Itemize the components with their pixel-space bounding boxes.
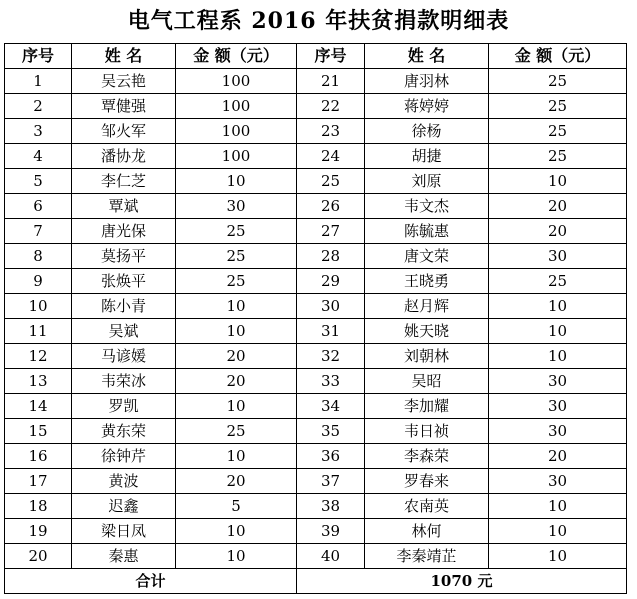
amount-cell: 10: [176, 544, 297, 569]
seq-cell: 27: [297, 219, 365, 244]
amount-cell: 30: [489, 244, 627, 269]
name-cell: 林何: [365, 519, 489, 544]
name-cell: 韦荣冰: [72, 369, 176, 394]
seq-cell: 40: [297, 544, 365, 569]
header-amount: 金 额（元）: [176, 44, 297, 69]
table-row: [5, 544, 627, 569]
seq-cell: 35: [297, 419, 365, 444]
name-cell: 蒋婷婷: [365, 94, 489, 119]
seq-cell: 29: [297, 269, 365, 294]
table-row: [5, 169, 627, 194]
seq-cell: 1: [5, 69, 72, 94]
seq-cell: 34: [297, 394, 365, 419]
amount-cell: 25: [489, 94, 627, 119]
amount-cell: 10: [489, 294, 627, 319]
amount-cell: 5: [176, 494, 297, 519]
seq-cell: 8: [5, 244, 72, 269]
total-row: [5, 569, 627, 594]
name-cell: 潘协龙: [72, 144, 176, 169]
amount-cell: 100: [176, 69, 297, 94]
seq-cell: 4: [5, 144, 72, 169]
name-cell: 徐杨: [365, 119, 489, 144]
table-row: [5, 319, 627, 344]
name-cell: 李加耀: [365, 394, 489, 419]
name-cell: 陈毓惠: [365, 219, 489, 244]
name-cell: 农南英: [365, 494, 489, 519]
name-cell: 梁日凤: [72, 519, 176, 544]
name-cell: 陈小青: [72, 294, 176, 319]
seq-cell: 38: [297, 494, 365, 519]
table-row: [5, 444, 627, 469]
table-row: [5, 194, 627, 219]
table-header-row: [5, 44, 627, 69]
seq-cell: 12: [5, 344, 72, 369]
table-row: [5, 344, 627, 369]
amount-cell: 25: [176, 269, 297, 294]
name-cell: 韦文杰: [365, 194, 489, 219]
amount-cell: 25: [176, 219, 297, 244]
name-cell: 姚天晓: [365, 319, 489, 344]
amount-cell: 100: [176, 94, 297, 119]
name-cell: 吴斌: [72, 319, 176, 344]
table-row: [5, 94, 627, 119]
amount-cell: 20: [176, 344, 297, 369]
amount-cell: 20: [489, 219, 627, 244]
name-cell: 覃健强: [72, 94, 176, 119]
name-cell: 李秦靖芷: [365, 544, 489, 569]
amount-cell: 10: [489, 519, 627, 544]
name-cell: 莫扬平: [72, 244, 176, 269]
amount-cell: 30: [489, 419, 627, 444]
seq-cell: 10: [5, 294, 72, 319]
table-row: [5, 294, 627, 319]
table-row: [5, 144, 627, 169]
header-amount: 金 额（元）: [489, 44, 627, 69]
name-cell: 胡捷: [365, 144, 489, 169]
seq-cell: 19: [5, 519, 72, 544]
amount-cell: 20: [489, 444, 627, 469]
seq-cell: 28: [297, 244, 365, 269]
name-cell: 李仁芝: [72, 169, 176, 194]
name-cell: 迟鑫: [72, 494, 176, 519]
seq-cell: 13: [5, 369, 72, 394]
name-cell: 吴昭: [365, 369, 489, 394]
name-cell: 唐羽林: [365, 69, 489, 94]
table-row: [5, 69, 627, 94]
amount-cell: 10: [489, 169, 627, 194]
name-cell: 王晓勇: [365, 269, 489, 294]
donation-table: [4, 43, 627, 594]
seq-cell: 11: [5, 319, 72, 344]
seq-cell: 31: [297, 319, 365, 344]
name-cell: 马谚媛: [72, 344, 176, 369]
amount-cell: 30: [489, 469, 627, 494]
amount-cell: 25: [489, 69, 627, 94]
name-cell: 刘原: [365, 169, 489, 194]
amount-cell: 20: [489, 194, 627, 219]
name-cell: 唐文荣: [365, 244, 489, 269]
seq-cell: 39: [297, 519, 365, 544]
seq-cell: 14: [5, 394, 72, 419]
seq-cell: 20: [5, 544, 72, 569]
name-cell: 张焕平: [72, 269, 176, 294]
name-cell: 赵月辉: [365, 294, 489, 319]
amount-cell: 10: [176, 394, 297, 419]
seq-cell: 2: [5, 94, 72, 119]
table-row: [5, 419, 627, 444]
header-name: 姓 名: [72, 44, 176, 69]
name-cell: 徐钟芹: [72, 444, 176, 469]
table-row: [5, 219, 627, 244]
name-cell: 黄东荣: [72, 419, 176, 444]
seq-cell: 3: [5, 119, 72, 144]
amount-cell: 25: [489, 144, 627, 169]
seq-cell: 21: [297, 69, 365, 94]
amount-cell: 10: [489, 319, 627, 344]
amount-cell: 10: [176, 444, 297, 469]
amount-cell: 10: [176, 519, 297, 544]
table-row: [5, 369, 627, 394]
document-title: 电气工程系 2016 年扶贫捐款明细表: [127, 8, 510, 34]
seq-cell: 23: [297, 119, 365, 144]
seq-cell: 16: [5, 444, 72, 469]
amount-cell: 25: [176, 244, 297, 269]
name-cell: 罗春来: [365, 469, 489, 494]
total-amount: 1070 元: [297, 569, 627, 594]
table-row: [5, 519, 627, 544]
name-cell: 覃斌: [72, 194, 176, 219]
seq-cell: 18: [5, 494, 72, 519]
name-cell: 唐光保: [72, 219, 176, 244]
seq-cell: 36: [297, 444, 365, 469]
amount-cell: 10: [176, 319, 297, 344]
seq-cell: 30: [297, 294, 365, 319]
table-row: [5, 394, 627, 419]
amount-cell: 100: [176, 119, 297, 144]
name-cell: 罗凯: [72, 394, 176, 419]
amount-cell: 10: [176, 294, 297, 319]
name-cell: 刘朝林: [365, 344, 489, 369]
amount-cell: 20: [176, 369, 297, 394]
amount-cell: 30: [176, 194, 297, 219]
amount-cell: 30: [489, 394, 627, 419]
name-cell: 黄波: [72, 469, 176, 494]
seq-cell: 24: [297, 144, 365, 169]
seq-cell: 37: [297, 469, 365, 494]
seq-cell: 7: [5, 219, 72, 244]
seq-cell: 17: [5, 469, 72, 494]
name-cell: 秦惠: [72, 544, 176, 569]
amount-cell: 25: [489, 269, 627, 294]
seq-cell: 26: [297, 194, 365, 219]
amount-cell: 100: [176, 144, 297, 169]
seq-cell: 32: [297, 344, 365, 369]
seq-cell: 25: [297, 169, 365, 194]
seq-cell: 6: [5, 194, 72, 219]
seq-cell: 22: [297, 94, 365, 119]
seq-cell: 9: [5, 269, 72, 294]
table-row: [5, 269, 627, 294]
table-row: [5, 494, 627, 519]
seq-cell: 15: [5, 419, 72, 444]
amount-cell: 20: [176, 469, 297, 494]
name-cell: 邹火军: [72, 119, 176, 144]
table-row: [5, 119, 627, 144]
amount-cell: 10: [176, 169, 297, 194]
seq-cell: 33: [297, 369, 365, 394]
name-cell: 李森荣: [365, 444, 489, 469]
header-seq: 序号: [5, 44, 72, 69]
name-cell: 吴云艳: [72, 69, 176, 94]
seq-cell: 5: [5, 169, 72, 194]
amount-cell: 10: [489, 344, 627, 369]
header-seq: 序号: [297, 44, 365, 69]
amount-cell: 30: [489, 369, 627, 394]
name-cell: 韦日祯: [365, 419, 489, 444]
amount-cell: 25: [176, 419, 297, 444]
total-label: 合计: [5, 569, 297, 594]
amount-cell: 25: [489, 119, 627, 144]
table-row: [5, 469, 627, 494]
amount-cell: 10: [489, 544, 627, 569]
table-row: [5, 244, 627, 269]
header-name: 姓 名: [365, 44, 489, 69]
amount-cell: 10: [489, 494, 627, 519]
